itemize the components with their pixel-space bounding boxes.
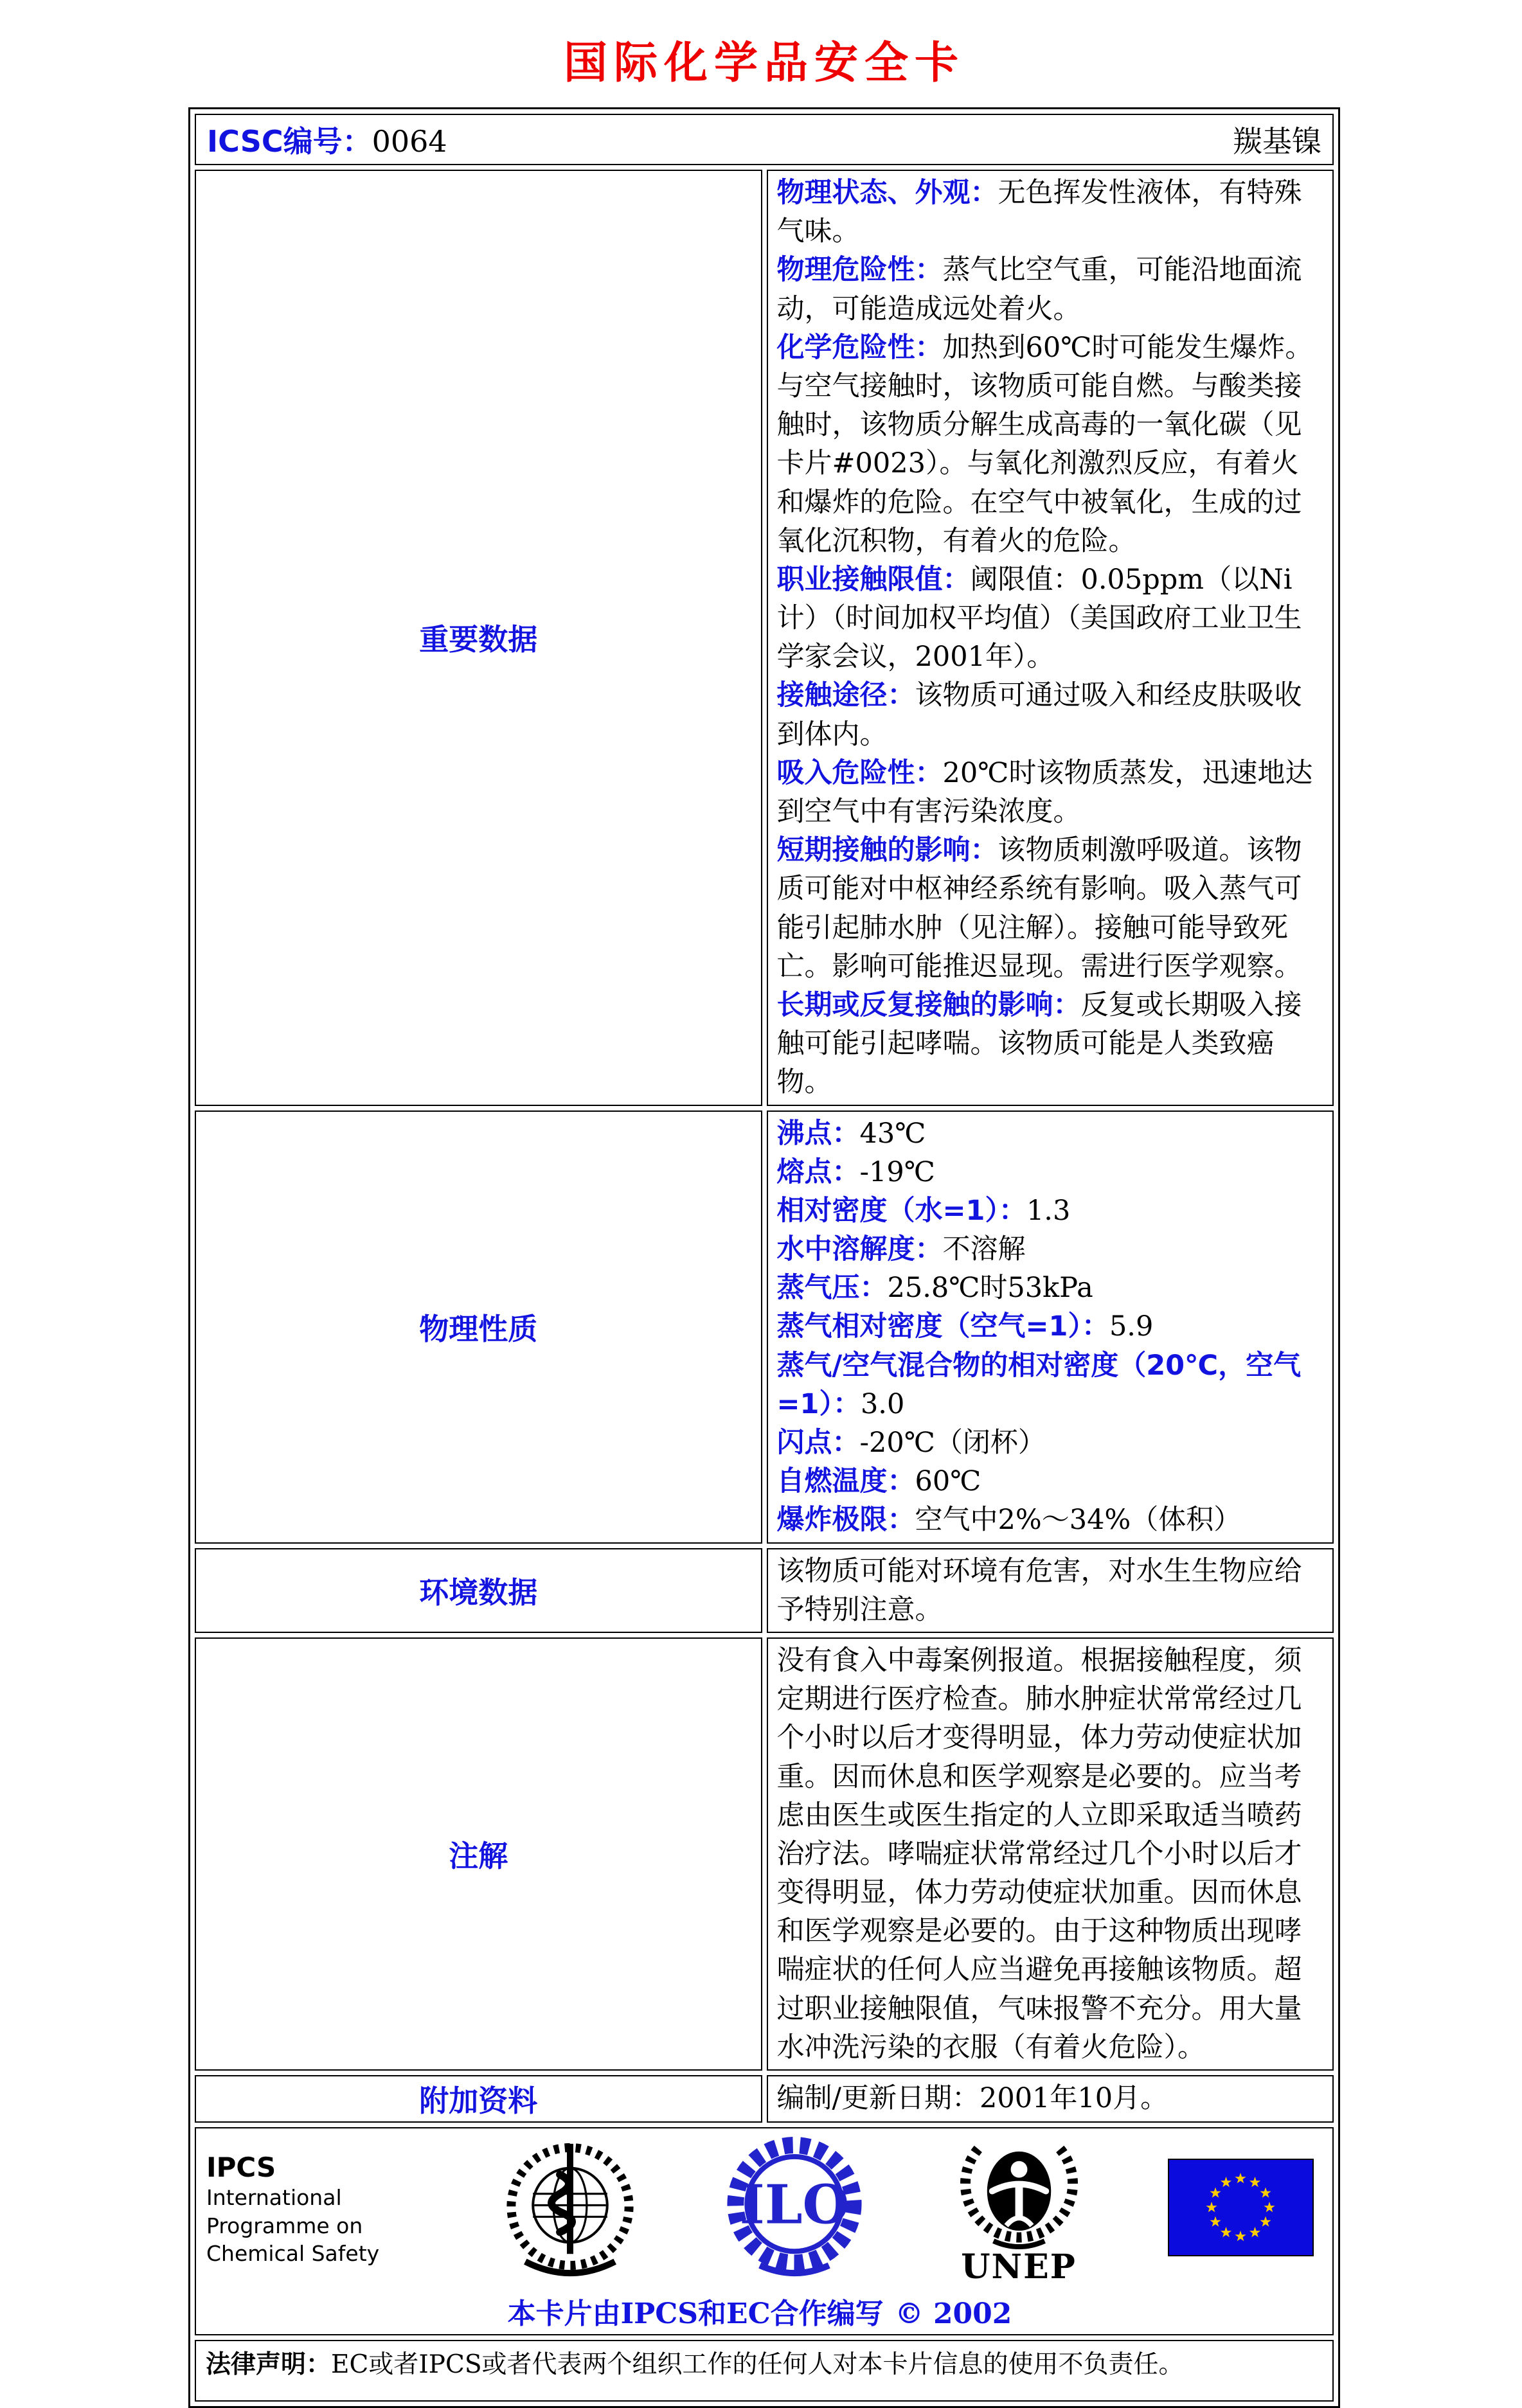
item-label: 化学危险性： — [776, 331, 943, 364]
item-text: 无色挥发性液体，有特殊气味。 — [776, 177, 1302, 248]
unep-logo-icon — [950, 2134, 1088, 2252]
eu-flag-icon — [1168, 2134, 1313, 2256]
important-item — [777, 174, 1324, 251]
legal-label: 法律声明： — [206, 2350, 332, 2379]
notes-row — [195, 1637, 1334, 2071]
physical-item — [777, 1153, 1324, 1191]
physical-properties-content — [767, 1110, 1334, 1544]
important-item — [777, 251, 1324, 328]
header-cell — [195, 114, 1334, 165]
environmental-data-row — [195, 1548, 1334, 1633]
item-label: 闪点： — [776, 1427, 860, 1459]
important-data-row — [195, 170, 1334, 1106]
physical-item — [777, 1269, 1324, 1307]
important-item — [777, 831, 1324, 986]
section-label-physical-properties: 物理性质 — [195, 1110, 762, 1544]
ipcs-line: Chemical Safety — [206, 2241, 380, 2267]
important-data-content — [767, 170, 1334, 1106]
item-text: 加热到60℃时可能发生爆炸。与空气接触时，该物质可能自燃。与酸类接触时，该物质分解生成高毒的一氧化碳（见卡片#0023）。与氧化剂激烈反应，有着火和爆炸的危险。在空气中被氧化，生成的过氧化沉积物，有着火的危险。 — [776, 331, 1313, 557]
item-text: 25.8℃时53kPa — [887, 1272, 1093, 1305]
header-row — [195, 114, 1334, 165]
item-text: 反复或长期吸入接触可能引起哮喘。该物质可能是人类致癌物。 — [776, 988, 1302, 1099]
physical-item — [777, 1230, 1324, 1269]
section-label-important-data: 重要数据 — [195, 170, 762, 1106]
item-text: -20℃（闭杯） — [859, 1427, 1046, 1459]
item-label: 吸入危险性： — [776, 756, 943, 789]
item-text: 空气中2%～34%（体积） — [915, 1504, 1242, 1537]
item-text: 60℃ — [915, 1465, 981, 1498]
additional-info-content: 编制/更新日期：2001年10月。 — [767, 2075, 1334, 2123]
item-text: 20℃时该物质蒸发，迅速地达到空气中有害污染浓度。 — [776, 756, 1313, 828]
icsc-number-value: 0064 — [372, 124, 447, 159]
item-label: 蒸气相对密度（空气=1）： — [776, 1310, 1109, 1343]
ipcs-text-block — [206, 2134, 418, 2268]
important-item — [777, 754, 1324, 831]
additional-info-row — [195, 2075, 1334, 2123]
item-text: 阈限值：0.05ppm（以Ni计）（时间加权平均值）（美国政府工业卫生学家会议，2001年）。 — [776, 563, 1302, 673]
item-text: 1.3 — [1026, 1194, 1071, 1227]
item-label: 短期接触的影响： — [776, 834, 998, 867]
item-label: 相对密度（水=1）： — [776, 1194, 1026, 1227]
icsc-number — [207, 118, 447, 161]
item-label: 水中溶解度： — [776, 1233, 943, 1266]
physical-item — [777, 1114, 1324, 1153]
item-label: 物理状态、外观： — [776, 177, 998, 209]
section-label-environmental-data: 环境数据 — [195, 1548, 762, 1633]
page-title: 国际化学品安全卡 — [563, 37, 965, 89]
item-text: -19℃ — [859, 1155, 935, 1188]
icsc-number-label: ICSC编号： — [207, 124, 372, 159]
section-label-notes: 注解 — [195, 1637, 762, 2071]
item-label: 爆炸极限： — [776, 1504, 915, 1537]
item-label: 沸点： — [776, 1117, 860, 1150]
caption-text: 本卡片由IPCS和EC合作编写 — [507, 2297, 884, 2330]
important-item — [777, 986, 1324, 1102]
chemical-name: 羰基镍 — [1233, 124, 1321, 159]
unep-letters: UNEP — [961, 2247, 1077, 2287]
item-label: 自燃温度： — [776, 1465, 915, 1498]
physical-properties-row — [195, 1110, 1334, 1544]
physical-item — [777, 1191, 1324, 1230]
item-label: 职业接触限值： — [776, 563, 971, 596]
notes-content: 没有食入中毒案例报道。根据接触程度，须定期进行医疗检查。肺水肿症状常常经过几个小时以后才变得明显，体力劳动使症状加重。因而休息和医学观察是必要的。应当考虑由医生或医生指定的人立即采取适当喷药治疗法。哮喘症状常常经过几个小时以后才变得明显，体力劳动使症状加重。因而休息和医学观察是必要的。由于这种物质出现哮喘症状的任何人应当避免再接触该物质。超过职业接触限值，气味报警不充分。用大量水冲洗污染的衣服（有着火危险）。 — [767, 1637, 1334, 2071]
environmental-data-content: 该物质可能对环境有危害，对水生生物应给予特别注意。 — [767, 1548, 1334, 1633]
item-text: 3.0 — [860, 1387, 905, 1420]
item-text: 该物质可通过吸入和经皮肤吸收到体内。 — [776, 679, 1302, 751]
item-label: 接触途径： — [776, 679, 915, 712]
important-item — [777, 328, 1324, 560]
icsc-table — [188, 107, 1340, 2408]
legal-cell — [195, 2340, 1334, 2402]
legal-row — [195, 2340, 1334, 2402]
item-label: 蒸气/空气混合物的相对密度（20℃，空气=1）： — [776, 1349, 1302, 1420]
who-logo-icon — [499, 2134, 641, 2285]
item-text: 43℃ — [859, 1117, 926, 1150]
ipcs-line: Programme on — [206, 2213, 363, 2238]
item-label: 蒸气压： — [776, 1272, 888, 1305]
item-label: 长期或反复接触的影响： — [776, 988, 1081, 1021]
unep-logo-block — [950, 2134, 1088, 2287]
important-item — [777, 676, 1324, 753]
footer-caption — [206, 2290, 1313, 2332]
physical-item — [777, 1346, 1324, 1423]
item-text: 不溶解 — [942, 1233, 1026, 1266]
ilo-logo-icon — [721, 2134, 869, 2285]
physical-item — [777, 1462, 1324, 1501]
copyright-text: © 2002 — [895, 2297, 1012, 2330]
item-label: 熔点： — [776, 1155, 860, 1188]
section-label-additional-info: 附加资料 — [195, 2075, 762, 2123]
logos-row — [195, 2127, 1334, 2335]
ilo-letters: ILO — [739, 2172, 850, 2236]
ipcs-line: International — [206, 2185, 342, 2211]
physical-item — [777, 1307, 1324, 1346]
legal-text: EC或者IPCS或者代表两个组织工作的任何人对本卡片信息的使用不负责任。 — [331, 2350, 1184, 2379]
item-text: 蒸气比空气重，可能沿地面流动，可能造成远处着火。 — [776, 254, 1302, 325]
item-label: 物理危险性： — [776, 254, 943, 287]
ipcs-acronym: IPCS — [206, 2152, 276, 2183]
physical-item — [777, 1423, 1324, 1462]
important-item — [777, 560, 1324, 677]
item-text: 该物质刺激呼吸道。该物质可能对中枢神经系统有影响。吸入蒸气可能引起肺水肿（见注解）。接触可能导致死亡。影响可能推迟显现。需进行医学观察。 — [776, 834, 1302, 983]
logos-cell — [195, 2127, 1334, 2335]
item-text: 5.9 — [1109, 1310, 1154, 1343]
physical-item — [777, 1501, 1324, 1539]
